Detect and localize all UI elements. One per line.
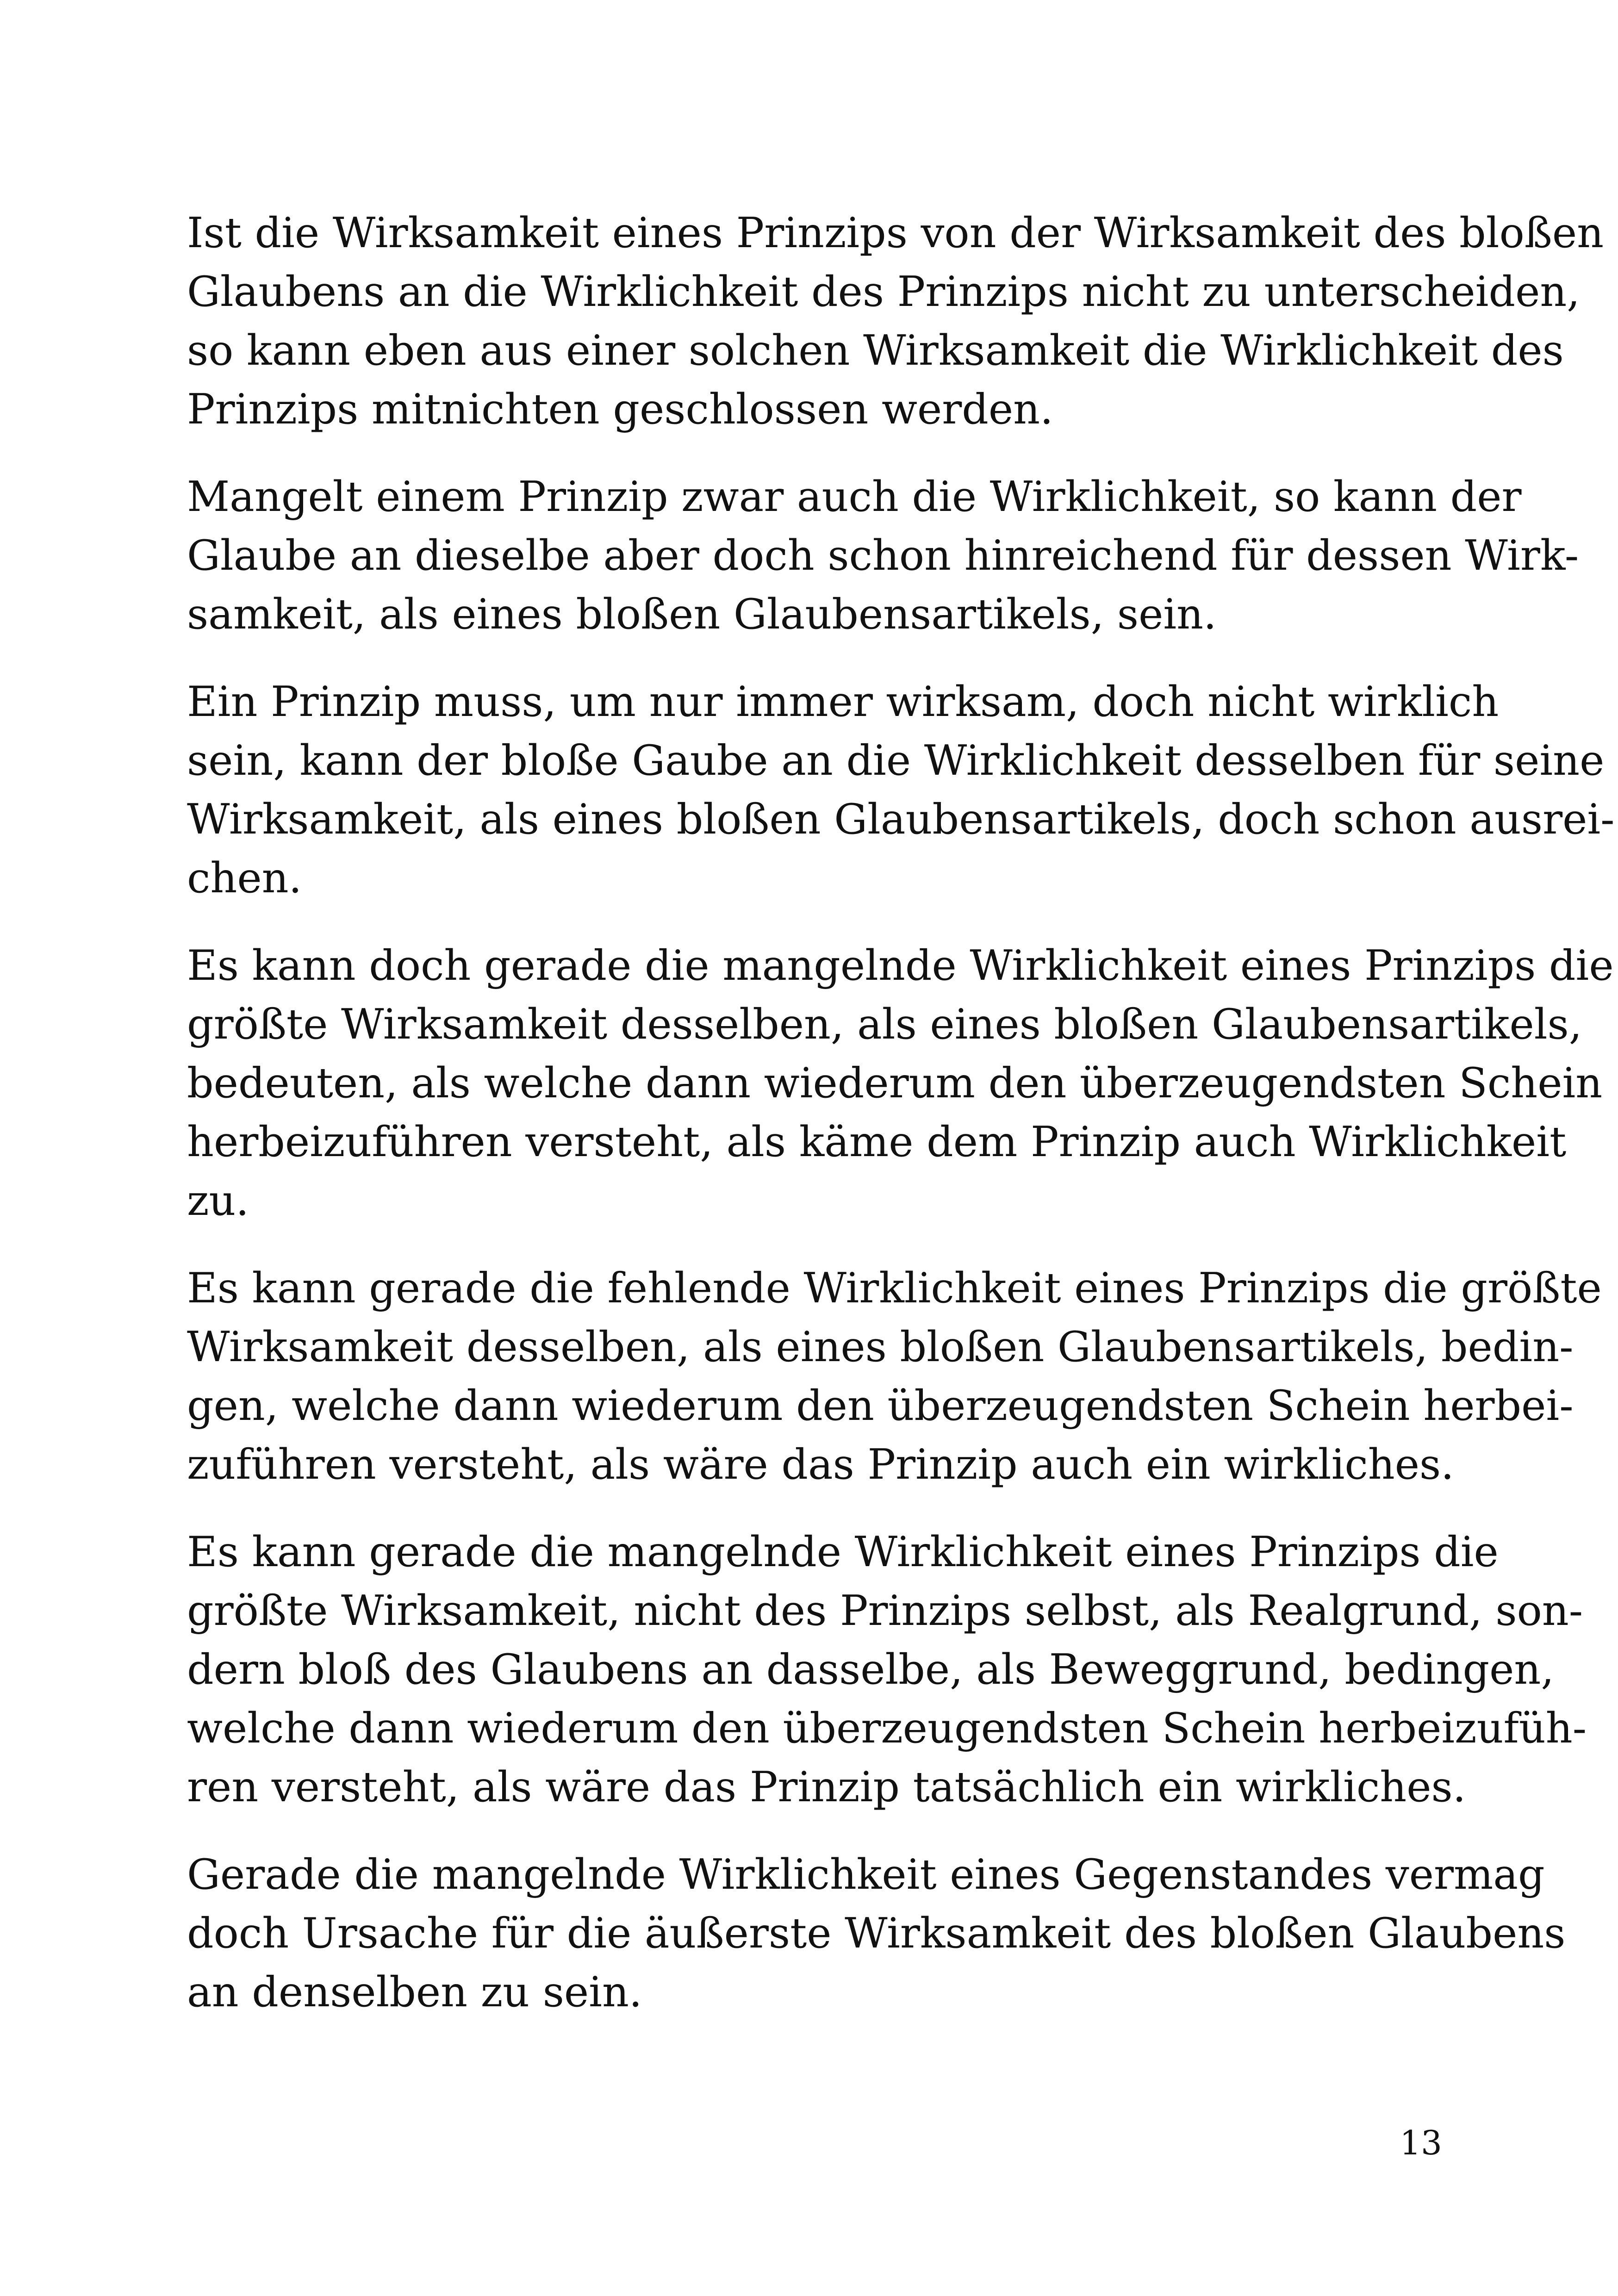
text-line: welche dann wiederum den überzeugendsten Schein herbeizufüh- [187,1704,1587,1753]
text-line: samkeit, als eines bloßen Glaubensartikels, sein. [187,590,1217,639]
paragraph-7 [187,1845,1566,2022]
paragraph-3 [187,672,1615,908]
paragraph-5 [187,1259,1602,1494]
text-line: Wirksamkeit desselben, als eines bloßen Glaubensartikels, bedin- [187,1323,1574,1371]
text-line: Es kann gerade die mangelnde Wirklichkeit eines Prinzips die [187,1528,1499,1576]
text-line: zuführen versteht, als wäre das Prinzip auch ein wirkliches. [187,1440,1454,1489]
text-line: bedeuten, als welche dann wiederum den überzeugendsten Schein [187,1059,1603,1108]
text-line: Wirksamkeit, als eines bloßen Glaubensartikels, doch schon ausrei- [187,795,1615,844]
paragraph-1 [187,204,1604,439]
text-line: an denselben zu sein. [187,1968,642,2016]
text-line: größte Wirksamkeit desselben, als eines bloßen Glaubensartikels, [187,1000,1582,1049]
text-line: Mangelt einem Prinzip zwar auch die Wirklichkeit, so kann der [187,473,1522,521]
text-line: Es kann gerade die fehlende Wirklichkeit eines Prinzips die größte [187,1264,1602,1313]
text-line: doch Ursache für die äußerste Wirksamkeit des bloßen Glaubens [187,1909,1566,1958]
page-number: 13 [1400,2123,1442,2162]
text-line: so kann eben aus einer solchen Wirksamkeit die Wirklichkeit des [187,326,1564,375]
text-line: sein, kann der bloße Gaube an die Wirklichkeit desselben für seine [187,736,1605,785]
paragraph-4 [187,936,1614,1230]
text-line: Prinzips mitnichten geschlossen werden. [187,385,1053,434]
text-line: Ist die Wirksamkeit eines Prinzips von der Wirksamkeit des bloßen [187,209,1604,257]
text-line: gen, welche dann wiederum den überzeugendsten Schein herbei- [187,1381,1574,1430]
paragraph-2 [187,467,1579,644]
text-line: Gerade die mangelnde Wirklichkeit eines Gegenstandes vermag [187,1850,1545,1899]
text-line: Glaube an dieselbe aber doch schon hinreichend für dessen Wirk- [187,531,1579,580]
text-line: dern bloß des Glaubens an dasselbe, als Beweggrund, bedingen, [187,1645,1555,1694]
text-line: chen. [187,854,302,902]
text-line: zu. [187,1176,249,1225]
text-line: Ein Prinzip muss, um nur immer wirksam, doch nicht wirklich [187,678,1499,726]
paragraph-6 [187,1523,1587,1817]
body-text [187,204,1615,2050]
text-line: herbeizuführen versteht, als käme dem Prinzip auch Wirklichkeit [187,1118,1567,1166]
text-line: Glaubens an die Wirklichkeit des Prinzips nicht zu unterscheiden, [187,268,1580,316]
text-line: größte Wirksamkeit, nicht des Prinzips selbst, als Realgrund, son- [187,1587,1583,1635]
text-line: ren versteht, als wäre das Prinzip tatsächlich ein wirkliches. [187,1763,1466,1811]
text-line: Es kann doch gerade die mangelnde Wirklichkeit eines Prinzips die [187,941,1614,990]
